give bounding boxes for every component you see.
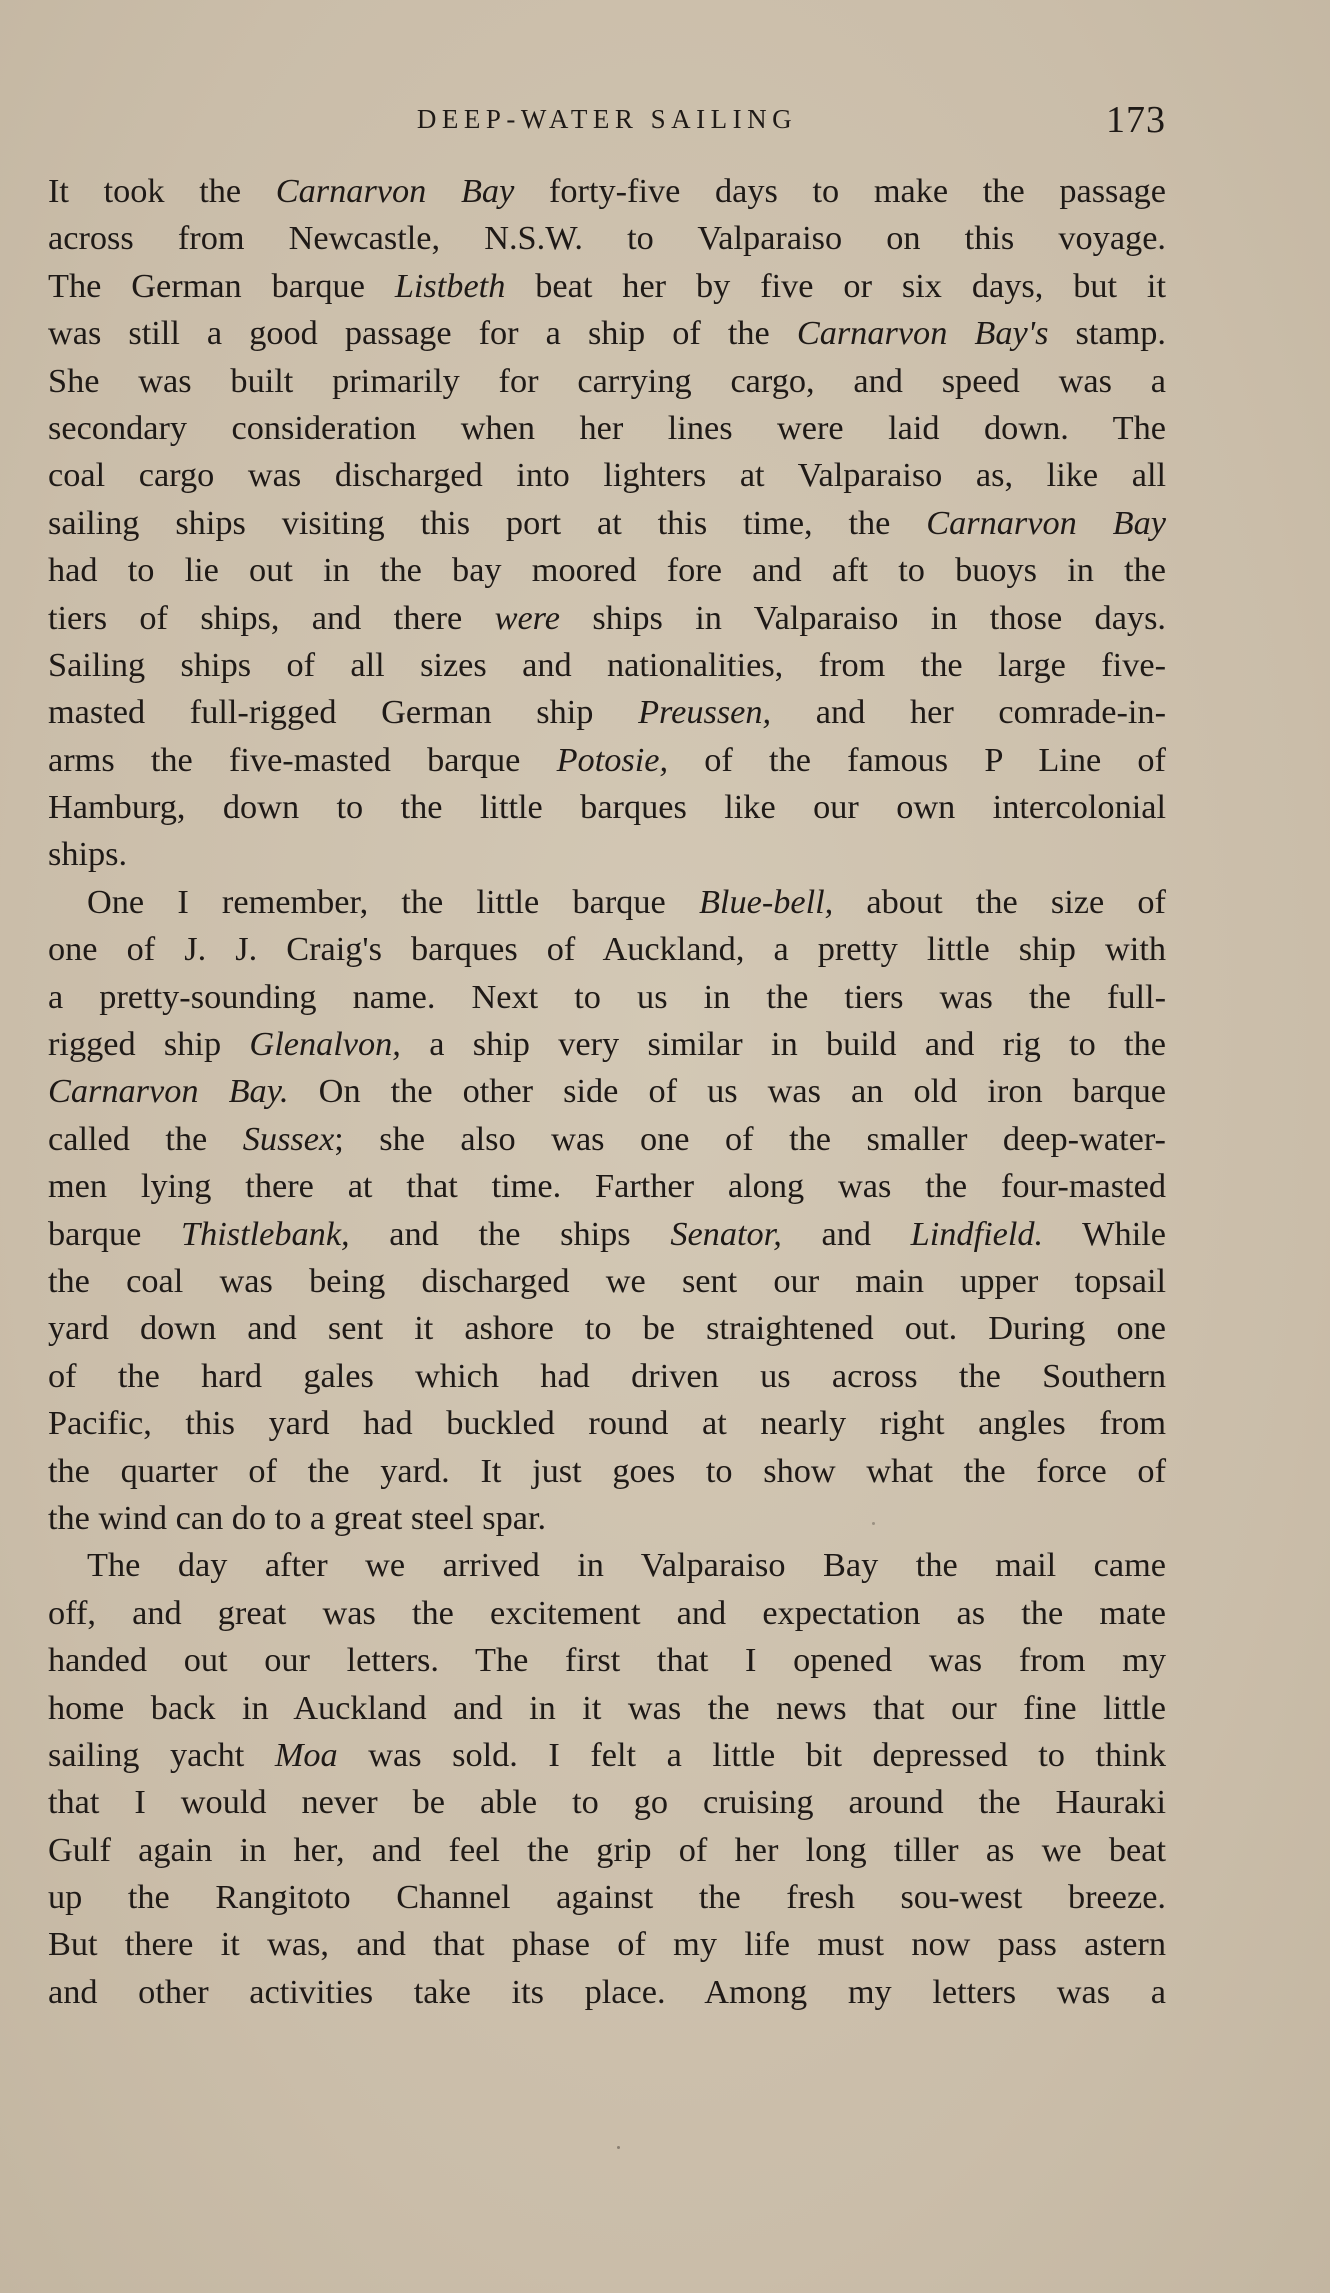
text-line xyxy=(48,642,1166,689)
italic-ship-name: Listbeth xyxy=(394,266,506,305)
text-run: one of J. J. Craig's barques of Auckland, a pretty little ship with xyxy=(48,930,1166,969)
text-run: Hamburg, down to the little barques like our own intercolonial xyxy=(48,788,1166,827)
text-line xyxy=(48,1542,1166,1589)
text-line xyxy=(48,168,1166,215)
text-line xyxy=(48,595,1166,642)
text-line xyxy=(48,1258,1166,1305)
text-run: and xyxy=(781,1214,911,1253)
italic-ship-name: Senator, xyxy=(670,1214,782,1253)
text-run: a pretty-sounding name. Next to us in the tiers was the full- xyxy=(48,977,1166,1016)
text-run: tiers of ships, and there xyxy=(48,598,495,637)
text-run: The German barque xyxy=(48,266,395,305)
text-run: up the Rangitoto Channel against the fresh sou-west breeze. xyxy=(48,1878,1166,1917)
text-line xyxy=(48,452,1166,499)
text-run: sailing yacht xyxy=(48,1735,275,1774)
text-run: called the xyxy=(48,1119,243,1158)
text-line xyxy=(48,1353,1166,1400)
text-line xyxy=(48,1163,1166,1210)
text-run: barque xyxy=(48,1214,181,1253)
text-line xyxy=(48,1685,1166,1732)
text-run: But there it was, and that phase of my life must now pass astern xyxy=(48,1925,1166,1964)
running-title: DEEP-WATER SAILING xyxy=(416,104,798,134)
text-run: stamp. xyxy=(1048,314,1166,353)
text-line xyxy=(48,215,1166,262)
text-run: the quarter of the yard. It just goes to show what the force of xyxy=(48,1451,1166,1490)
text-run: coal cargo was discharged into lighters at Valparaiso as, like all xyxy=(48,456,1166,495)
text-run: was sold. I felt a little bit depressed to think xyxy=(337,1735,1167,1774)
text-run: home back in Auckland and in it was the news that our fine little xyxy=(48,1688,1166,1727)
text-run: forty-five days to make the passage xyxy=(514,172,1166,210)
text-run: ships in Valparaiso in those days. xyxy=(559,598,1166,637)
text-line xyxy=(48,1921,1166,1968)
text-run: yard down and sent it ashore to be straightened out. During one xyxy=(48,1309,1166,1348)
text-run: and her comrade-in- xyxy=(771,693,1166,732)
text-line xyxy=(48,1495,1166,1542)
text-line xyxy=(48,926,1166,973)
paper-speck xyxy=(872,1522,875,1525)
text-run: that I would never be able to go cruising around the Hauraki xyxy=(48,1783,1166,1822)
text-line xyxy=(48,1827,1166,1874)
text-line xyxy=(48,1637,1166,1684)
text-run: off, and great was the excitement and expectation as the mate xyxy=(48,1593,1166,1632)
text-run: was still a good passage for a ship of the xyxy=(48,314,797,353)
italic-ship-name: Glenalvon, xyxy=(249,1025,401,1064)
text-run: On the other side of us was an old iron barque xyxy=(288,1072,1166,1111)
italic-ship-name: Sussex xyxy=(242,1119,335,1158)
text-run: She was built primarily for carrying cargo, and speed was a xyxy=(48,361,1166,400)
text-run: secondary consideration when her lines were laid down. The xyxy=(48,408,1166,447)
text-run: and the ships xyxy=(349,1214,671,1253)
body-text xyxy=(48,168,1166,2016)
italic-ship-name: Lindfield. xyxy=(910,1214,1044,1253)
text-run: One I remember, the little barque xyxy=(87,882,699,921)
text-run: rigged ship xyxy=(48,1025,250,1064)
text-line xyxy=(48,1448,1166,1495)
text-run: across from Newcastle, N.S.W. to Valparaiso on this voyage. xyxy=(48,219,1166,258)
italic-ship-name: Blue-bell, xyxy=(698,882,834,921)
text-line xyxy=(48,1021,1166,1068)
text-run: It took the xyxy=(48,172,276,210)
text-run: men lying there at that time. Farther along was the four-masted xyxy=(48,1167,1166,1206)
italic-ship-name: Carnarvon Bay xyxy=(926,503,1166,542)
text-line xyxy=(48,358,1166,405)
italic-ship-name: Carnarvon Bay xyxy=(275,172,515,210)
text-run: Gulf again in her, and feel the grip of her long tiller as we beat xyxy=(48,1830,1166,1869)
italic-ship-name: Carnarvon Bay. xyxy=(48,1072,289,1111)
text-line xyxy=(48,1305,1166,1352)
italic-ship-name: Carnarvon Bay's xyxy=(796,314,1049,353)
page-number: 173 xyxy=(1106,99,1166,141)
text-line xyxy=(48,1969,1166,2016)
text-run: ships. xyxy=(48,835,128,874)
text-run: had to lie out in the bay moored fore and aft to buoys in the xyxy=(48,551,1166,590)
text-run: handed out our letters. The first that I opened was from my xyxy=(48,1641,1166,1680)
italic-ship-name: were xyxy=(494,598,560,637)
text-run: The day after we arrived in Valparaiso Bay the mail came xyxy=(87,1546,1166,1585)
text-line xyxy=(48,831,1166,878)
text-line xyxy=(48,1590,1166,1637)
text-line xyxy=(48,547,1166,594)
text-line xyxy=(48,879,1166,926)
text-line xyxy=(48,1732,1166,1779)
text-line xyxy=(48,737,1166,784)
text-line xyxy=(48,1779,1166,1826)
text-run: ; she also was one of the smaller deep-water- xyxy=(334,1119,1166,1158)
text-run: about the size of xyxy=(833,882,1166,921)
text-run: sailing ships visiting this port at this time, the xyxy=(48,503,927,542)
text-run: Sailing ships of all sizes and nationalities, from the large five- xyxy=(48,645,1166,684)
text-run: arms the five-masted barque xyxy=(48,740,557,779)
text-line xyxy=(48,500,1166,547)
text-line xyxy=(48,1116,1166,1163)
italic-ship-name: Thistlebank, xyxy=(181,1214,350,1253)
text-run: the wind can do to a great steel spar. xyxy=(48,1498,547,1537)
text-run: While xyxy=(1043,1214,1166,1253)
text-line xyxy=(48,405,1166,452)
text-line xyxy=(48,1874,1166,1921)
text-line xyxy=(48,1211,1166,1258)
text-line xyxy=(48,263,1166,310)
paper-speck xyxy=(617,2146,620,2149)
text-line xyxy=(48,784,1166,831)
text-run: a ship very similar in build and rig to the xyxy=(400,1025,1166,1064)
text-run: the coal was being discharged we sent our main upper topsail xyxy=(48,1261,1166,1300)
text-line xyxy=(48,310,1166,357)
italic-ship-name: Preussen, xyxy=(638,693,772,732)
text-line xyxy=(48,1400,1166,1447)
text-run: of the hard gales which had driven us across the Southern xyxy=(48,1356,1166,1395)
text-run: masted full-rigged German ship xyxy=(48,693,639,732)
text-run: and other activities take its place. Among my letters was a xyxy=(48,1972,1166,2011)
text-run: Pacific, this yard had buckled round at nearly right angles from xyxy=(48,1404,1166,1443)
text-line xyxy=(48,1068,1166,1115)
italic-ship-name: Potosie, xyxy=(556,740,669,779)
text-line xyxy=(48,689,1166,736)
text-run: of the famous P Line of xyxy=(668,740,1166,779)
italic-ship-name: Moa xyxy=(274,1735,338,1774)
text-line xyxy=(48,974,1166,1021)
running-head xyxy=(48,98,1166,142)
text-run: beat her by five or six days, but it xyxy=(505,266,1166,305)
